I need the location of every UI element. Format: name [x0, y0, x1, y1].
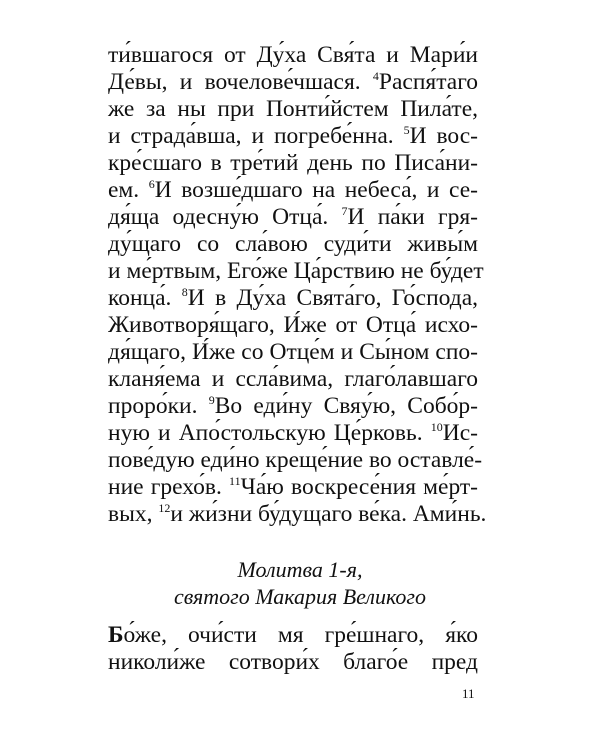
prayer-line [108, 622, 478, 649]
creed-line [108, 150, 478, 177]
text: николи́же сотвори́х благо́е пред [108, 649, 478, 675]
creed-line [108, 339, 478, 366]
text: проро́ки. [108, 393, 198, 419]
prayer-title-line-1: Молитва 1-я, [237, 557, 363, 582]
text: ние грехо́в. [108, 474, 222, 500]
verse-number: 6 [148, 177, 155, 191]
text: дя́щаго, И́же со Отце́м и Сы́ном спо- [108, 339, 478, 365]
text: И в Ду́ха Свята́го, Го́спода, [187, 285, 478, 311]
text: же за ны при Понти́йстем Пила́те, [108, 96, 478, 122]
creed-line [108, 420, 478, 447]
text: конца́. [108, 285, 172, 311]
prayer-title-line-2: святого Макария Великого [174, 584, 426, 609]
creed-line [108, 177, 478, 204]
text: ду́щаго со сла́вою суди́ти живы́м [108, 231, 478, 257]
text: о́же, очи́сти мя гре́шнаго, я́ко [123, 622, 478, 648]
verse-number: 11 [229, 474, 241, 488]
verse-number: 7 [341, 204, 348, 218]
text: И вос- [409, 123, 478, 149]
verse-number: 5 [403, 123, 410, 137]
text: ти́вшагося от Ду́ха Свя́та и Мари́и [108, 42, 478, 68]
creed-line [108, 69, 478, 96]
text: и жи́зни бу́дущаго ве́ка. Ами́нь. [170, 501, 487, 527]
creed-line [108, 501, 487, 528]
text: вых, [108, 501, 153, 527]
text: и ме́ртвым, Его́же Ца́рствию не бу́дет [108, 258, 484, 284]
verse-number: 10 [430, 420, 443, 434]
creed-line [108, 258, 484, 285]
verse-number: 8 [181, 285, 188, 299]
creed-line [108, 285, 478, 312]
text: Распя́таго [378, 69, 478, 95]
text: кланя́ема и ссла́вима, глаго́лавшаго [108, 366, 478, 392]
page-number: 11 [462, 686, 475, 701]
text: кре́сшаго в тре́тий день по Писа́ни- [108, 150, 478, 176]
text: И возше́дшаго на небеса́, и се- [154, 177, 478, 203]
creed-line [108, 123, 478, 150]
creed-line [108, 393, 478, 420]
creed-line [108, 42, 478, 69]
drop-initial: Б [108, 622, 124, 648]
verse-number: 4 [372, 69, 379, 83]
text: и страда́вша, и погребе́нна. [108, 123, 394, 149]
text: Де́вы, и вочелове́чшася. [108, 69, 361, 95]
text: дя́ща одесну́ю Отца́. [108, 204, 329, 230]
text: Животворя́щаго, И́же от Отца́ исхо- [108, 312, 478, 338]
creed-line [108, 231, 478, 258]
text: Во еди́ну Свяу́ю, Собо́р- [214, 393, 479, 419]
text: ную и Апо́стольскую Це́рковь. [108, 420, 423, 446]
creed-line [108, 474, 478, 501]
creed-line [108, 96, 478, 123]
creed-line [108, 447, 483, 474]
verse-number: 12 [158, 501, 171, 515]
text: И па́ки гря- [347, 204, 478, 230]
prayer-line [108, 649, 478, 676]
creed-line [108, 366, 478, 393]
creed-line [108, 312, 478, 339]
verse-number: 9 [208, 393, 215, 407]
creed-line [108, 204, 478, 231]
text: ем. [108, 177, 140, 203]
text: Ча́ю воскресе́ния ме́рт- [240, 474, 479, 500]
text: Ис- [442, 420, 478, 446]
text: пове́дую еди́но креще́ние во оставле́- [108, 447, 483, 473]
